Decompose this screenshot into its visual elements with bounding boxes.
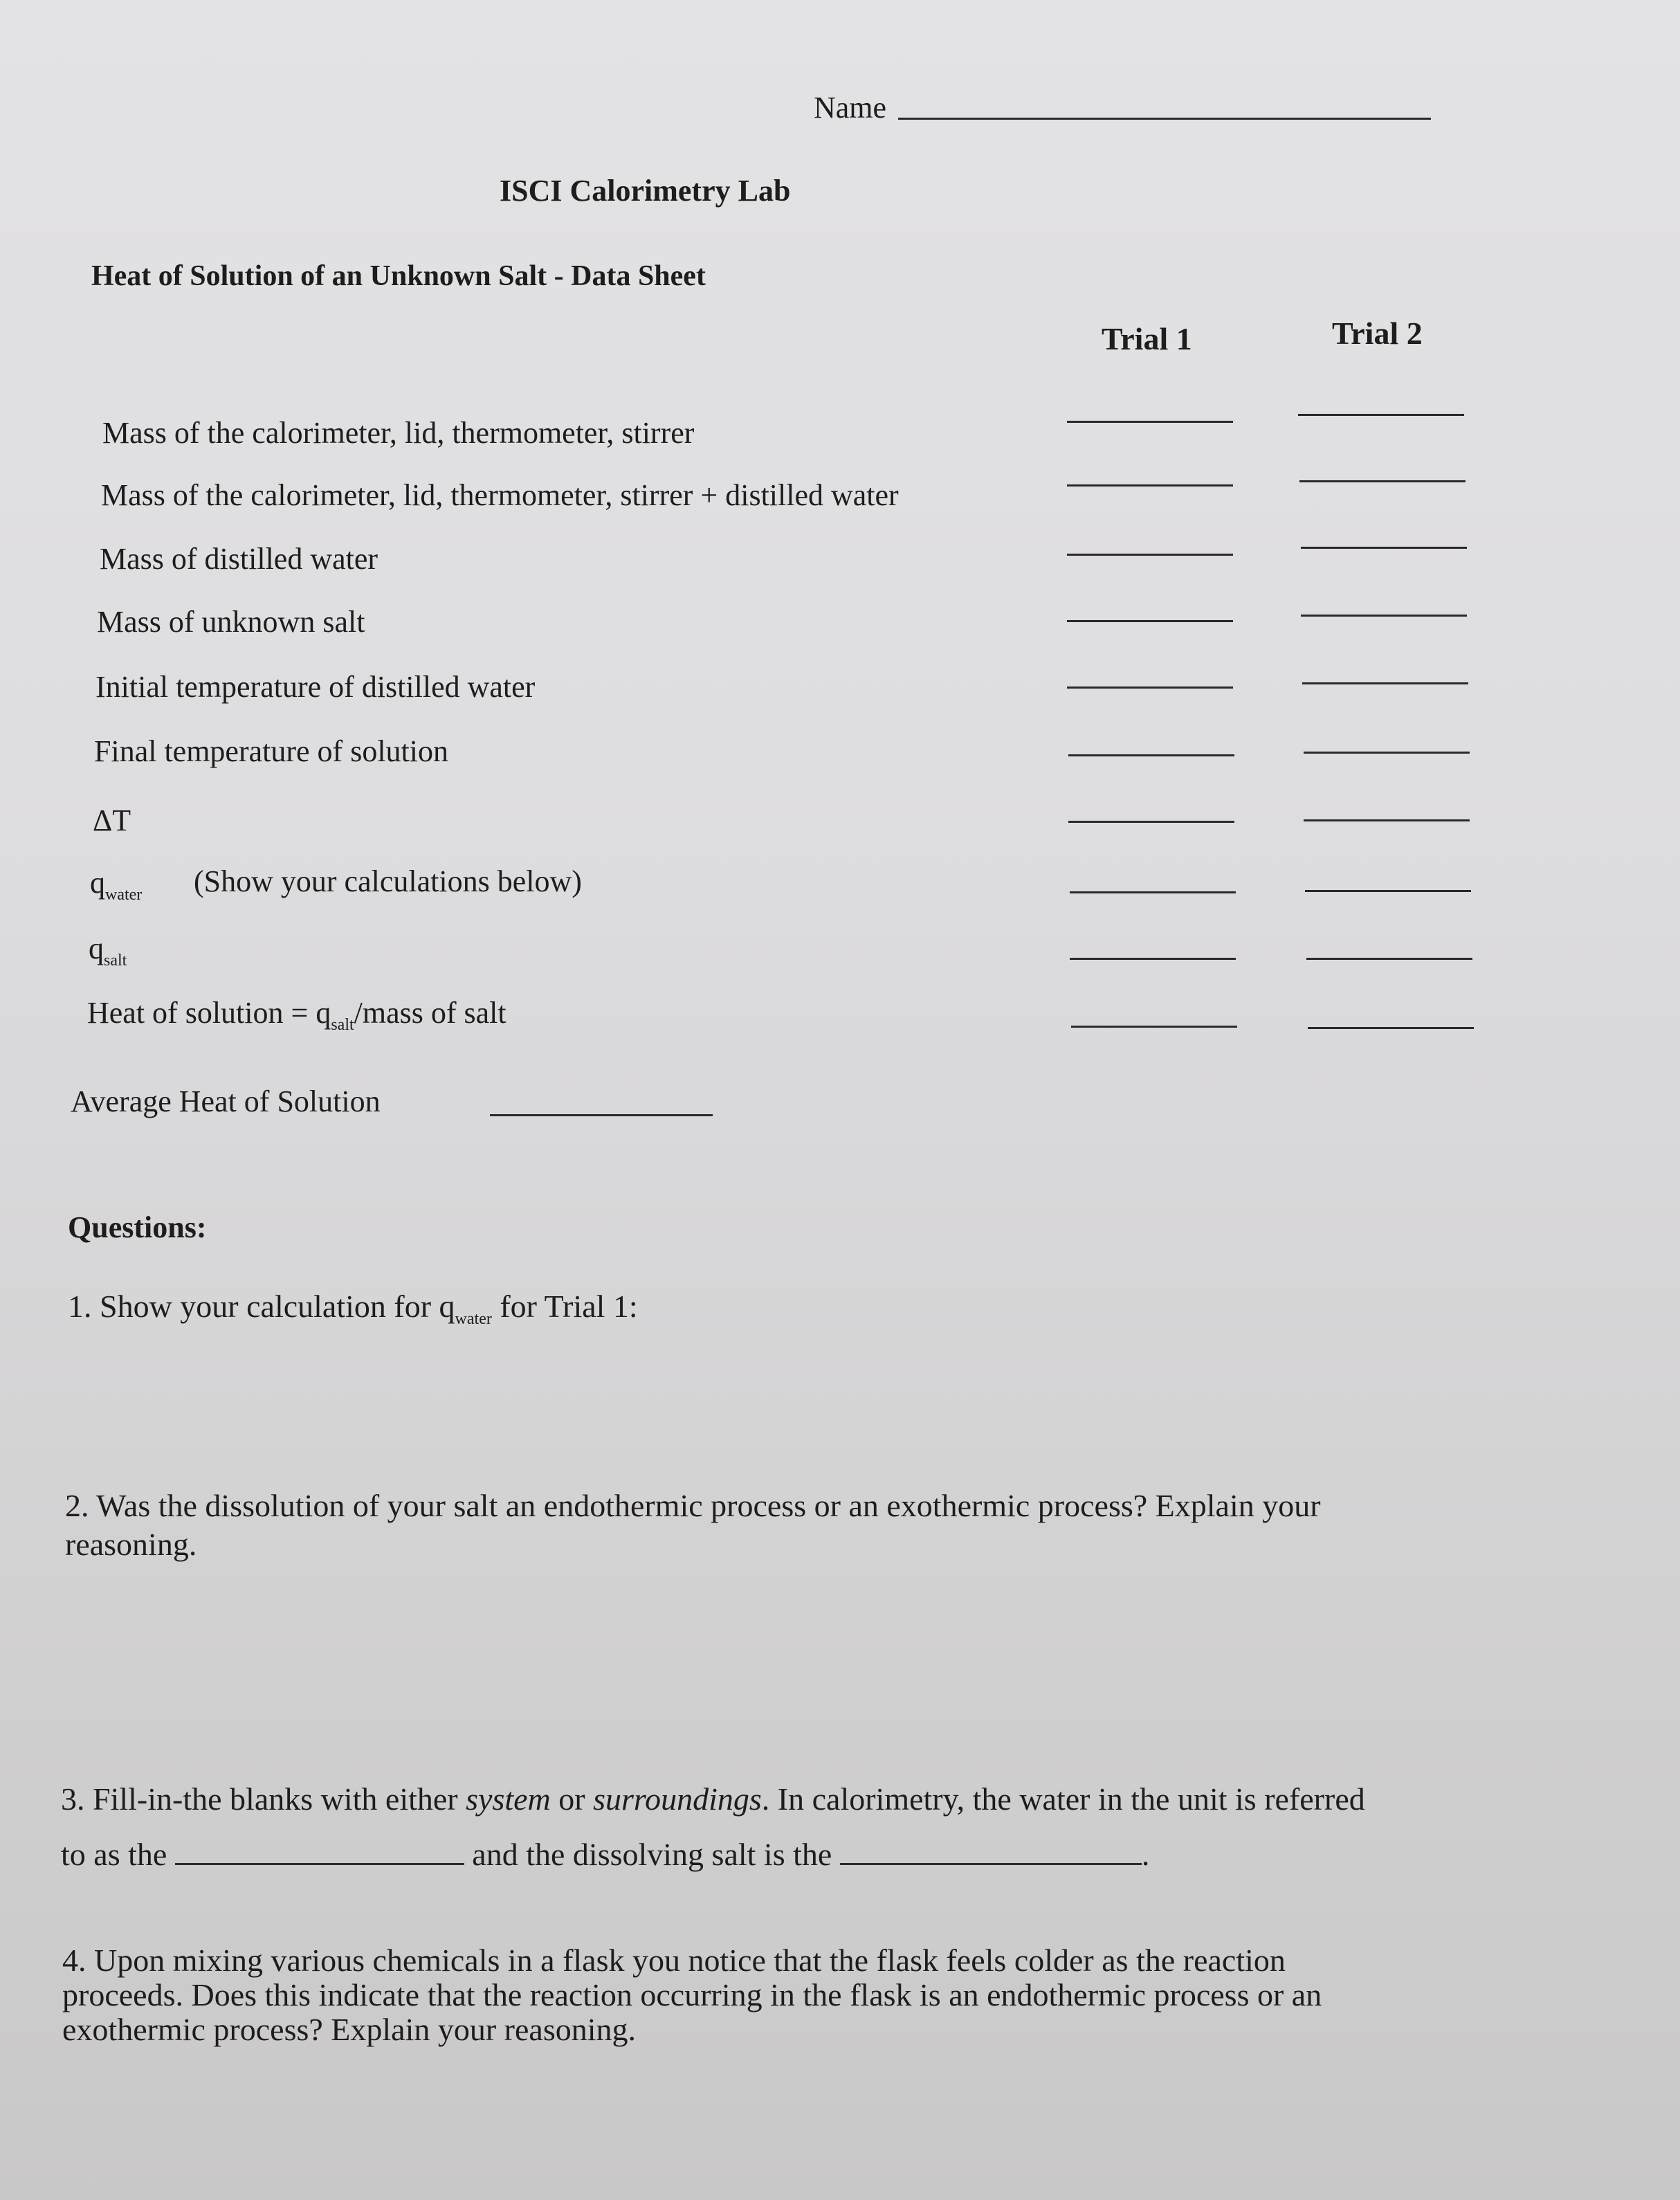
question-3-rest: . In calorimetry, the water in the unit is referred: [761, 1781, 1365, 1817]
trial-1-blank[interactable]: [1071, 1026, 1237, 1028]
column-header-trial-2: Trial 2: [1332, 316, 1423, 351]
q-symbol: q: [89, 931, 104, 965]
question-3-start: 3. Fill-in-the blanks with either: [61, 1781, 466, 1817]
row-label-initial-temp: Initial temperature of distilled water: [95, 670, 536, 704]
row-label-salt-mass: Mass of unknown salt: [97, 605, 365, 639]
question-1-subscript: water: [455, 1310, 492, 1328]
column-header-trial-1: Trial 1: [1102, 321, 1192, 356]
heat-of-solution-prefix: Heat of solution = q: [87, 996, 331, 1030]
trial-1-blank[interactable]: [1068, 821, 1234, 823]
term-surroundings: surroundings: [593, 1781, 762, 1817]
row-label-q-water: [90, 865, 142, 904]
question-4-line-1: 4. Upon mixing various chemicals in a flask you notice that the flask feels colder as the reaction: [62, 1943, 1286, 1978]
trial-2-blank[interactable]: [1298, 414, 1464, 416]
question-3: [61, 1780, 1365, 1874]
q-water-calculation-note: (Show your calculations below): [194, 864, 582, 898]
question-2-line-1: 2. Was the dissolution of your salt an endothermic process or an exothermic process? Explain your: [65, 1488, 1321, 1523]
trial-2-blank[interactable]: [1304, 752, 1470, 754]
question-3-or: or: [550, 1781, 594, 1817]
q-subscript: salt: [331, 1016, 354, 1034]
question-1-prefix: 1. Show your calculation for q: [68, 1289, 455, 1324]
name-blank[interactable]: [898, 118, 1431, 120]
question-2: [65, 1487, 1321, 1564]
question-4: [62, 1943, 1322, 2047]
data-sheet-subtitle: Heat of Solution of an Unknown Salt - Data Sheet: [91, 260, 706, 292]
term-system: system: [466, 1781, 551, 1817]
row-label-heat-of-solution: [87, 995, 506, 1035]
question-1-suffix: for Trial 1:: [491, 1289, 638, 1324]
trial-1-blank[interactable]: [1067, 687, 1233, 689]
trial-2-blank[interactable]: [1305, 890, 1471, 892]
trial-1-blank[interactable]: [1068, 754, 1234, 756]
question-3-and-the: and the dissolving salt is the: [472, 1837, 832, 1872]
trial-1-blank[interactable]: [1067, 620, 1233, 622]
question-3-to-as-the: to as the: [61, 1837, 167, 1872]
question-1: [68, 1287, 638, 1338]
question-2-line-2: reasoning.: [65, 1527, 197, 1562]
question-4-line-2: proceeds. Does this indicate that the reaction occurring in the flask is an endothermic process or an: [62, 1977, 1322, 2012]
average-heat-label: Average Heat of Solution: [71, 1084, 381, 1118]
heat-of-solution-suffix: /mass of salt: [354, 996, 506, 1030]
average-heat-blank[interactable]: [490, 1114, 713, 1116]
answer-blank-salt[interactable]: [840, 1862, 1142, 1865]
answer-blank-water[interactable]: [175, 1862, 464, 1865]
page-title: ISCI Calorimetry Lab: [500, 174, 791, 208]
trial-1-blank[interactable]: [1067, 554, 1233, 556]
trial-1-blank[interactable]: [1070, 891, 1236, 893]
row-label-q-salt: [89, 931, 127, 970]
trial-2-blank[interactable]: [1302, 682, 1468, 684]
row-label-delta-t: ΔT: [93, 803, 131, 837]
q-subscript: salt: [104, 952, 127, 970]
trial-2-blank[interactable]: [1304, 819, 1470, 821]
question-3-period: .: [1141, 1837, 1150, 1872]
row-label-water-mass: Mass of distilled water: [100, 542, 378, 576]
trial-1-blank[interactable]: [1067, 421, 1233, 423]
trial-1-blank[interactable]: [1070, 958, 1236, 960]
row-label-final-temp: Final temperature of solution: [94, 734, 448, 768]
row-label-calorimeter-mass: Mass of the calorimeter, lid, thermometer, stirrer: [102, 416, 695, 450]
name-label: Name: [814, 91, 887, 125]
questions-heading: Questions:: [68, 1210, 207, 1244]
question-4-line-3: exothermic process? Explain your reasoning.: [62, 2012, 637, 2047]
row-label-calorimeter-water-mass: Mass of the calorimeter, lid, thermometer, stirrer + distilled water: [101, 478, 899, 512]
trial-2-blank[interactable]: [1299, 480, 1466, 482]
trial-1-blank[interactable]: [1067, 484, 1233, 487]
trial-2-blank[interactable]: [1301, 615, 1467, 617]
question-3-line-2: [61, 1835, 1365, 1874]
q-subscript: water: [105, 886, 143, 904]
question-3-line-1: [61, 1780, 1365, 1819]
trial-2-blank[interactable]: [1301, 547, 1467, 549]
q-symbol: q: [90, 866, 105, 900]
trial-2-blank[interactable]: [1308, 1027, 1474, 1029]
trial-2-blank[interactable]: [1306, 958, 1472, 960]
